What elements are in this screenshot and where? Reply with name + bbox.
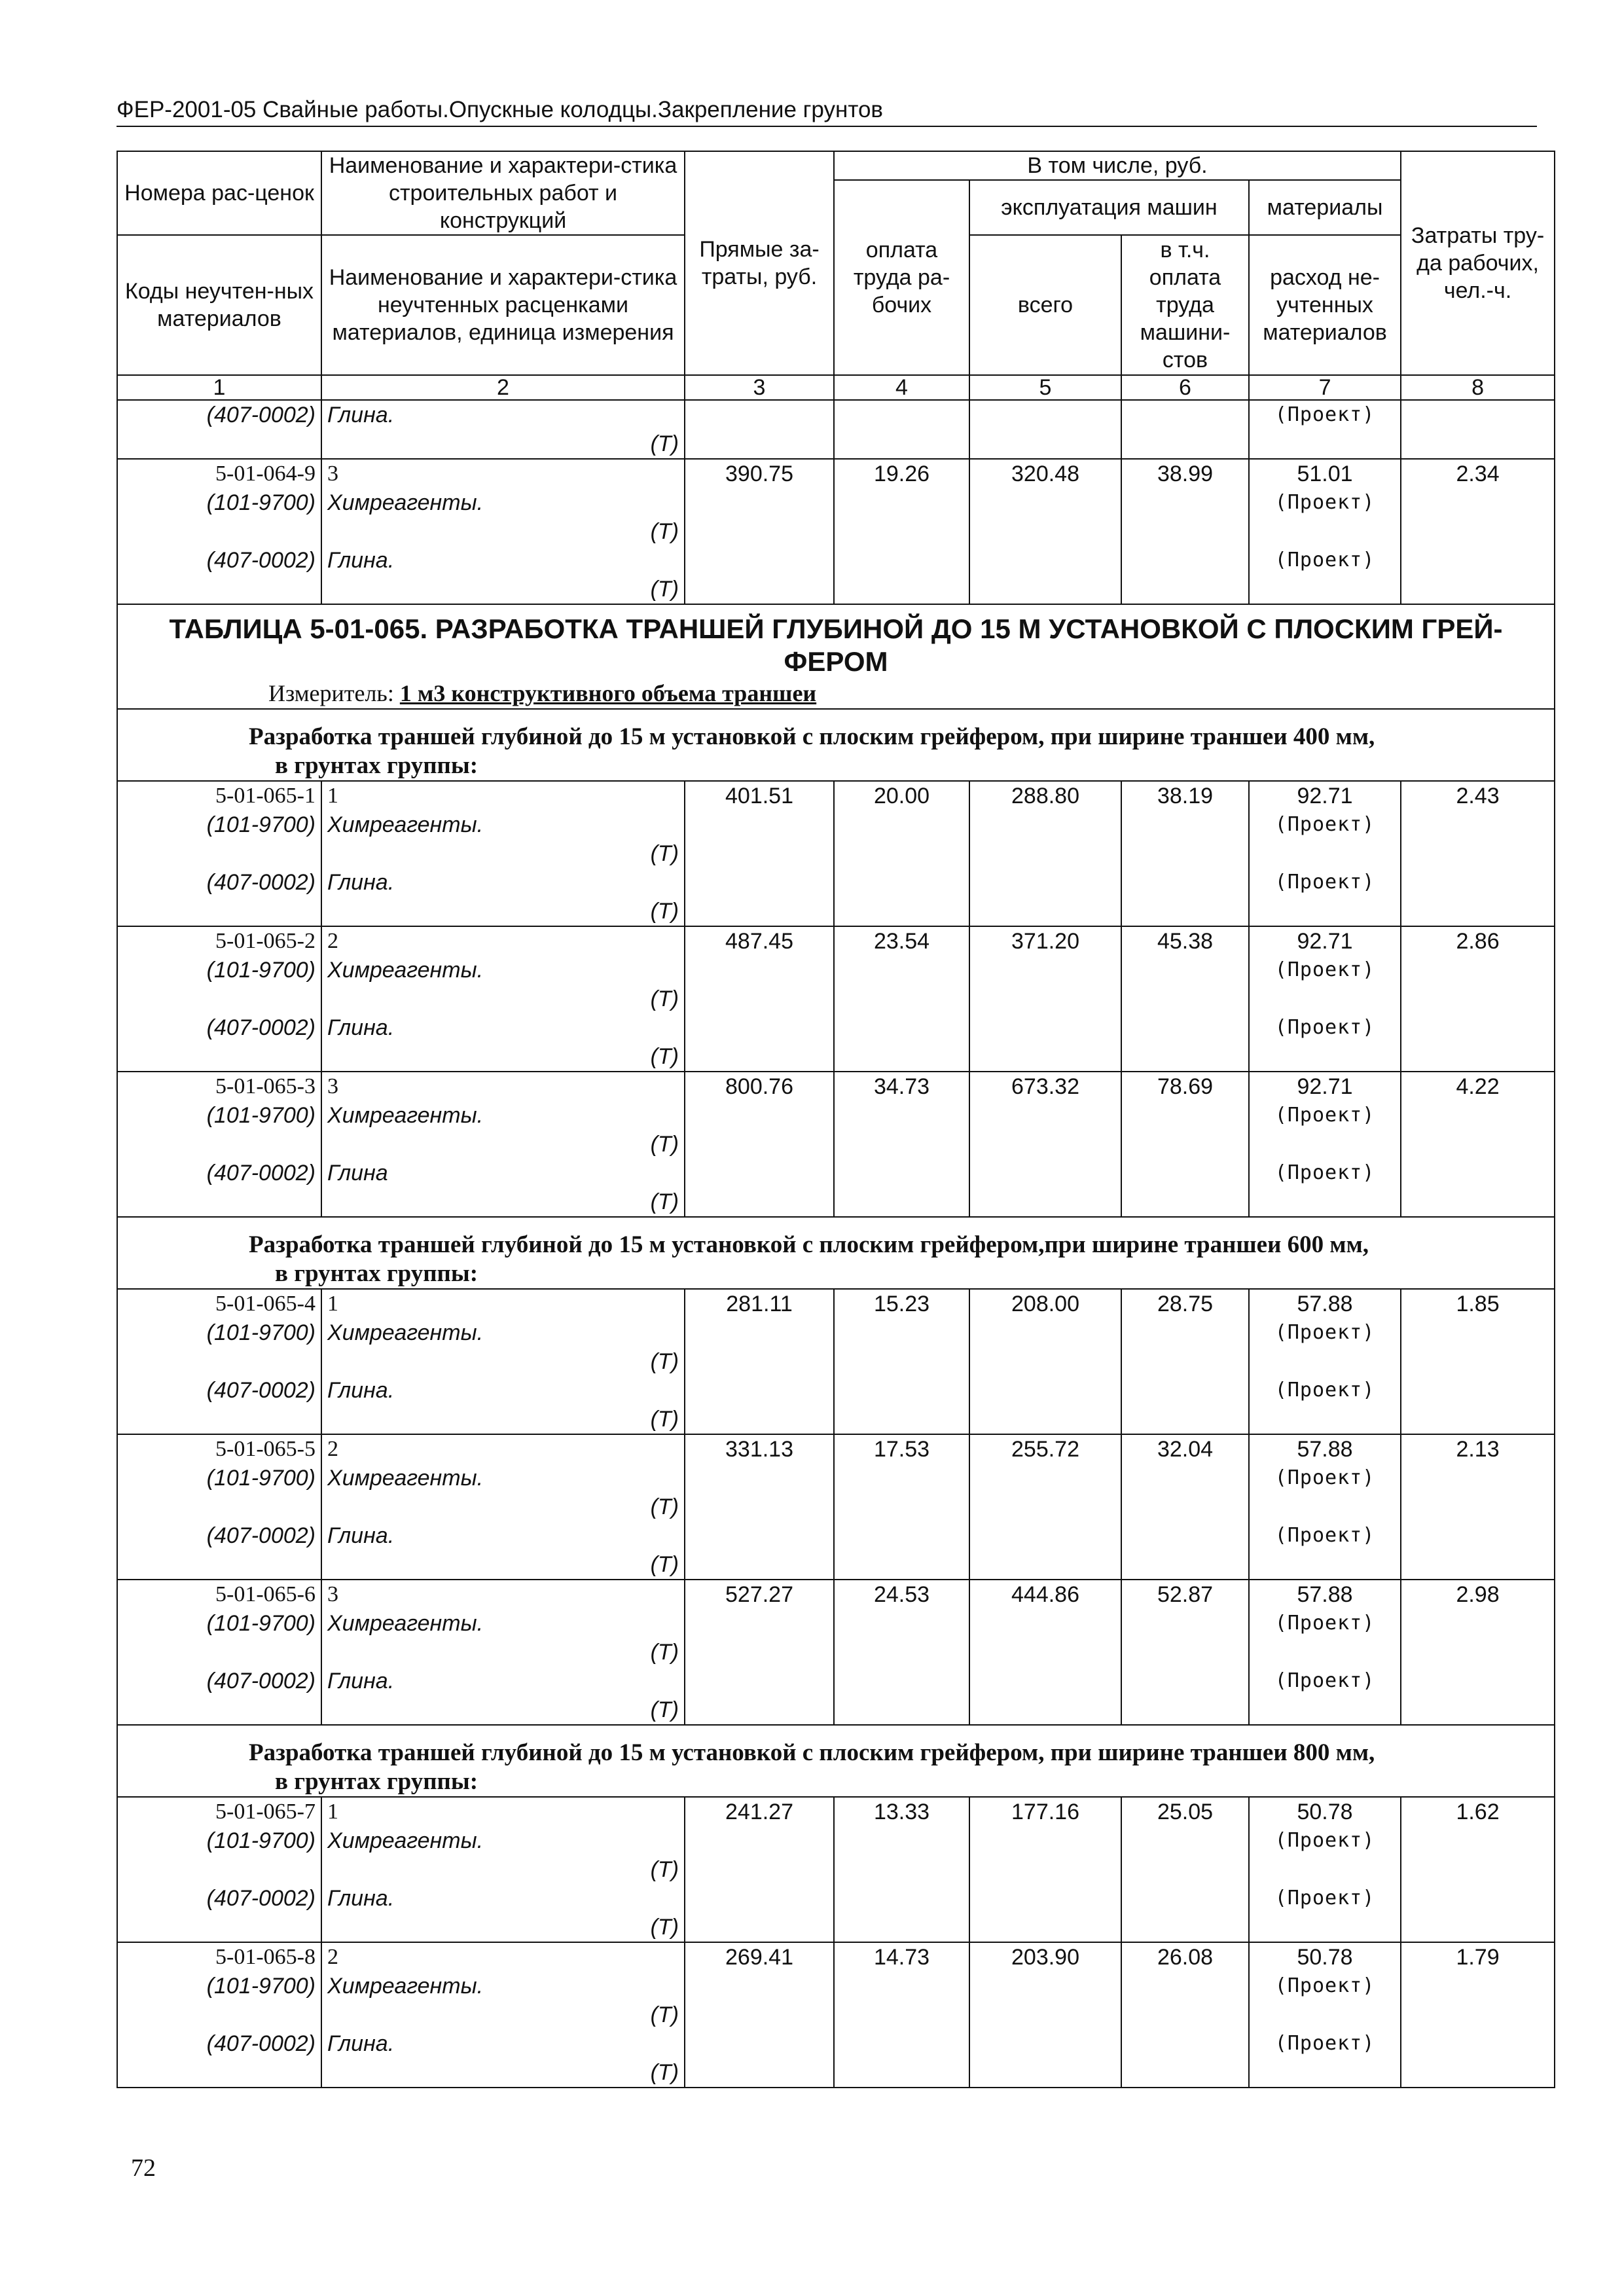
material-unit: (Т) [650, 577, 679, 602]
unit-value: 1 м3 конструктивного объема траншеи [399, 680, 817, 706]
material-unit: (Т) [650, 2002, 679, 2027]
section-heading: Разработка траншей глубиной до 15 м установкой с плоским грейфером,при ширине траншеи 600 мм, [249, 1231, 1369, 1258]
material-value: (Проект) [1274, 2032, 1375, 2055]
section-heading: Разработка траншей глубиной до 15 м установкой с плоским грейфером, при ширине траншеи 400 мм, [249, 723, 1375, 750]
page-number: 72 [131, 2154, 156, 2182]
labor-hours: 2.13 [1401, 1434, 1555, 1580]
column-numbers-row [117, 375, 1555, 400]
col-number: 5 [969, 375, 1121, 400]
direct-cost: 390.75 [685, 459, 834, 604]
material-code: (101-9700) [206, 1611, 316, 1636]
labor-hours: 2.86 [1401, 926, 1555, 1072]
col-number: 4 [834, 375, 969, 400]
rate-code: 5-01-064-9 [215, 461, 316, 486]
col-header-codes: Номера рас-ценок [117, 151, 321, 235]
material-unit: (Т) [650, 1407, 679, 1432]
unit-label: Измеритель: [268, 680, 394, 706]
material-value: (Проект) [1274, 403, 1375, 426]
section-heading-row [117, 709, 1555, 781]
table-row [117, 1289, 1555, 1434]
labor-hours: 2.98 [1401, 1580, 1555, 1725]
material-code: (101-9700) [206, 490, 316, 515]
direct-cost: 401.51 [685, 781, 834, 926]
machine-cost: 288.80 [969, 781, 1121, 926]
section-heading-row [117, 1217, 1555, 1289]
material-unit: (Т) [650, 1349, 679, 1374]
material-cost: 57.88 [1297, 1292, 1353, 1316]
material-code: (407-0002) [206, 403, 316, 427]
section-heading: Разработка траншей глубиной до 15 м установкой с плоским грейфером, при ширине траншеи 800 мм, [249, 1739, 1375, 1766]
direct-cost: 281.11 [685, 1289, 834, 1434]
col-number: 3 [685, 375, 834, 400]
group-number: 2 [327, 1437, 338, 1461]
material-unit: (Т) [650, 519, 679, 544]
group-number: 3 [327, 461, 338, 486]
material-unit: (Т) [650, 899, 679, 924]
material-name: Химреагенты. [327, 1828, 484, 1853]
rate-code: 5-01-065-5 [215, 1437, 316, 1461]
table-row [117, 1797, 1555, 1942]
group-number: 2 [327, 1945, 338, 1969]
machine-cost: 371.20 [969, 926, 1121, 1072]
table-title: ТАБЛИЦА 5-01-065. РАЗРАБОТКА ТРАНШЕЙ ГЛУБИНОЙ ДО 15 М УСТАНОВКОЙ С ПЛОСКИМ ГРЕЙ-ФЕРОМ [169, 613, 1503, 677]
machine-cost: 208.00 [969, 1289, 1121, 1434]
machine-cost: 444.86 [969, 1580, 1121, 1725]
material-unit: (Т) [650, 431, 679, 456]
material-code: (407-0002) [206, 2031, 316, 2056]
material-name: Глина. [327, 403, 395, 427]
material-name: Химреагенты. [327, 1320, 484, 1345]
machine-labor-cost: 38.99 [1121, 459, 1249, 604]
material-code: (407-0002) [206, 1161, 316, 1185]
material-code: (407-0002) [206, 870, 316, 895]
machine-cost: 177.16 [969, 1797, 1121, 1942]
labor-hours: 4.22 [1401, 1072, 1555, 1217]
material-cost: 92.71 [1297, 1074, 1353, 1099]
group-number: 1 [327, 1292, 338, 1316]
material-unit: (Т) [650, 986, 679, 1011]
material-value: (Проект) [1274, 491, 1375, 514]
labor-cost: 14.73 [834, 1942, 969, 2088]
labor-cost: 23.54 [834, 926, 969, 1072]
material-value: (Проект) [1274, 1016, 1375, 1039]
material-name: Химреагенты. [327, 1611, 484, 1636]
material-unit: (Т) [650, 1697, 679, 1722]
labor-cost: 13.33 [834, 1797, 969, 1942]
table-row [117, 781, 1555, 926]
col-header-machines: эксплуатация машин [969, 180, 1249, 235]
direct-cost: 527.27 [685, 1580, 834, 1725]
material-value: (Проект) [1274, 549, 1375, 571]
table-title-row [117, 604, 1555, 709]
rate-code: 5-01-065-2 [215, 929, 316, 953]
material-name: Глина. [327, 548, 395, 573]
material-name: Химреагенты. [327, 958, 484, 983]
group-number: 1 [327, 1800, 338, 1824]
material-name: Глина. [327, 1015, 395, 1040]
machine-labor-cost: 52.87 [1121, 1580, 1249, 1725]
labor-hours: 2.43 [1401, 781, 1555, 926]
material-name: Глина. [327, 1523, 395, 1548]
material-name: Глина. [327, 2031, 395, 2056]
material-value: (Проект) [1274, 1612, 1375, 1635]
material-value: (Проект) [1274, 1466, 1375, 1489]
material-cost: 92.71 [1297, 784, 1353, 808]
direct-cost: 269.41 [685, 1942, 834, 2088]
page-header: ФЕР-2001-05 Свайные работы.Опускные колодцы.Закрепление грунтов [117, 97, 1537, 127]
material-value: (Проект) [1274, 1829, 1375, 1852]
material-value: (Проект) [1274, 1321, 1375, 1344]
col-header-material-names: Наименование и характери-стика неучтенных расценками материалов, единица измерения [321, 235, 685, 375]
col-header-direct: Прямые за-траты, руб. [685, 151, 834, 375]
col-header-group: В том числе, руб. [834, 151, 1401, 180]
material-name: Глина. [327, 1669, 395, 1693]
material-unit: (Т) [650, 1044, 679, 1069]
material-code: (407-0002) [206, 1015, 316, 1040]
col-header-material-use: расход не-учтенных материалов [1249, 235, 1401, 375]
direct-cost: 331.13 [685, 1434, 834, 1580]
material-unit: (Т) [650, 1640, 679, 1665]
material-value: (Проект) [1274, 1524, 1375, 1547]
material-unit: (Т) [650, 1552, 679, 1577]
table-row [117, 1434, 1555, 1580]
material-value: (Проект) [1274, 1669, 1375, 1692]
section-heading-sub: в грунтах группы: [275, 1260, 478, 1287]
rate-code: 5-01-065-8 [215, 1945, 316, 1969]
material-name: Химреагенты. [327, 812, 484, 837]
material-value: (Проект) [1274, 1887, 1375, 1909]
material-name: Глина. [327, 870, 395, 895]
group-number: 2 [327, 929, 338, 953]
material-name: Химреагенты. [327, 490, 484, 515]
col-number: 2 [321, 375, 685, 400]
material-value: (Проект) [1274, 1161, 1375, 1184]
col-number: 6 [1121, 375, 1249, 400]
material-unit: (Т) [650, 1189, 679, 1214]
material-code: (101-9700) [206, 1466, 316, 1491]
rate-code: 5-01-065-4 [215, 1292, 316, 1316]
direct-cost: 800.76 [685, 1072, 834, 1217]
machine-labor-cost: 26.08 [1121, 1942, 1249, 2088]
material-value: (Проект) [1274, 1379, 1375, 1402]
labor-cost: 19.26 [834, 459, 969, 604]
table-row [117, 1580, 1555, 1725]
material-unit: (Т) [650, 841, 679, 866]
table-unit [118, 678, 1554, 708]
material-code: (101-9700) [206, 1320, 316, 1345]
col-number: 1 [117, 375, 321, 400]
material-code: (101-9700) [206, 958, 316, 983]
table-row [117, 926, 1555, 1072]
material-value: (Проект) [1274, 871, 1375, 894]
labor-hours: 1.85 [1401, 1289, 1555, 1434]
direct-cost: 487.45 [685, 926, 834, 1072]
section-heading-sub: в грунтах группы: [275, 1768, 478, 1795]
material-cost: 50.78 [1297, 1945, 1353, 1970]
material-cost: 92.71 [1297, 929, 1353, 954]
machine-labor-cost: 25.05 [1121, 1797, 1249, 1942]
material-value: (Проект) [1274, 813, 1375, 836]
labor-hours: 1.62 [1401, 1797, 1555, 1942]
col-header-materials: материалы [1249, 180, 1401, 235]
group-number: 3 [327, 1074, 338, 1098]
section-heading-sub: в грунтах группы: [275, 752, 478, 779]
col-header-labor: оплата труда ра-бочих [834, 180, 969, 375]
rate-code: 5-01-065-6 [215, 1582, 316, 1606]
rate-code: 5-01-065-1 [215, 784, 316, 808]
col-number: 8 [1401, 375, 1555, 400]
material-cost: 57.88 [1297, 1582, 1353, 1607]
machine-cost: 203.90 [969, 1942, 1121, 2088]
material-value: (Проект) [1274, 958, 1375, 981]
material-code: (101-9700) [206, 1103, 316, 1128]
material-code: (101-9700) [206, 1828, 316, 1853]
machine-cost: 673.32 [969, 1072, 1121, 1217]
material-code: (407-0002) [206, 1669, 316, 1693]
group-number: 1 [327, 784, 338, 808]
machine-cost: 320.48 [969, 459, 1121, 604]
price-table [117, 151, 1555, 2088]
labor-cost: 20.00 [834, 781, 969, 926]
material-unit: (Т) [650, 1132, 679, 1157]
material-name: Глина. [327, 1886, 395, 1911]
rate-code: 5-01-065-3 [215, 1074, 316, 1098]
machine-labor-cost: 32.04 [1121, 1434, 1249, 1580]
labor-cost: 34.73 [834, 1072, 969, 1217]
header-row-1 [117, 151, 1555, 180]
material-cost: 50.78 [1297, 1800, 1353, 1824]
material-name: Глина [327, 1161, 388, 1185]
group-number: 3 [327, 1582, 338, 1606]
table-row [117, 459, 1555, 604]
labor-cost: 17.53 [834, 1434, 969, 1580]
material-code: (407-0002) [206, 1886, 316, 1911]
rate-code: 5-01-065-7 [215, 1800, 316, 1824]
material-code: (407-0002) [206, 1378, 316, 1403]
col-header-hours: Затраты тру-да рабочих, чел.-ч. [1401, 151, 1555, 375]
labor-cost: 24.53 [834, 1580, 969, 1725]
section-heading-row [117, 1725, 1555, 1797]
material-code: (101-9700) [206, 1974, 316, 1999]
material-code: (407-0002) [206, 548, 316, 573]
material-value: (Проект) [1274, 1974, 1375, 1997]
labor-cost: 15.23 [834, 1289, 969, 1434]
material-code: (101-9700) [206, 812, 316, 837]
machine-labor-cost: 38.19 [1121, 781, 1249, 926]
material-unit: (Т) [650, 1915, 679, 1940]
material-cost: 57.88 [1297, 1437, 1353, 1462]
carry-over-row [117, 400, 1555, 459]
direct-cost: 241.27 [685, 1797, 834, 1942]
material-name: Глина. [327, 1378, 395, 1403]
material-unit: (Т) [650, 1494, 679, 1519]
table-row [117, 1942, 1555, 2088]
material-cost: 51.01 [1297, 461, 1353, 486]
col-header-material-codes: Коды неучтен-ных материалов [117, 235, 321, 375]
machine-labor-cost: 28.75 [1121, 1289, 1249, 1434]
machine-labor-cost: 45.38 [1121, 926, 1249, 1072]
col-number: 7 [1249, 375, 1401, 400]
col-header-mach-labor: в т.ч. оплата труда машини-стов [1121, 235, 1249, 375]
labor-hours: 2.34 [1401, 459, 1555, 604]
material-name: Химреагенты. [327, 1103, 484, 1128]
material-name: Химреагенты. [327, 1466, 484, 1491]
material-unit: (Т) [650, 2060, 679, 2085]
material-name: Химреагенты. [327, 1974, 484, 1999]
machine-labor-cost: 78.69 [1121, 1072, 1249, 1217]
labor-hours: 1.79 [1401, 1942, 1555, 2088]
table-row [117, 1072, 1555, 1217]
col-header-mach-total: всего [969, 235, 1121, 375]
material-value: (Проект) [1274, 1104, 1375, 1127]
col-header-works: Наименование и характери-стика строительных работ и конструкций [321, 151, 685, 235]
material-unit: (Т) [650, 1857, 679, 1882]
material-code: (407-0002) [206, 1523, 316, 1548]
machine-cost: 255.72 [969, 1434, 1121, 1580]
